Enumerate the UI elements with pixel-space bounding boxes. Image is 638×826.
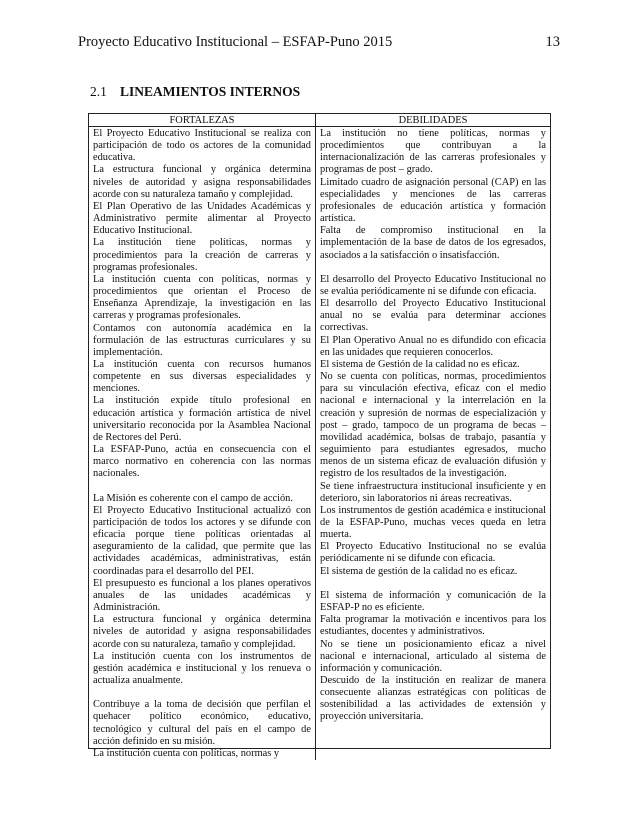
debilidad-item: No se cuenta con políticas, normas, procedimientos para su vinculación efectiva, eficaz con el medio nacional e internacional y la interrelación en la creación y supresión de normas de especialización y post – grado, tampoco de un programa de becas – movilidad académica, bolsas de trabajo, pasantía y seguimiento para estudiantes egresados, mucho menos de un sistema eficaz de evaluación difusión y registro de los resultados de la investigación. [320,371,546,480]
strengths-weaknesses-table [88,113,551,759]
document-title: Proyecto Educativo Institucional – ESFAP-Puno 2015 [78,34,393,50]
fortalezas-column [89,127,316,760]
fortaleza-item: La estructura funcional y orgánica determina niveles de autoridad y asigna responsabilidades acorde con su naturaleza tamaño y complejidad. [93,164,311,200]
header-debilidades: DEBILIDADES [316,114,550,127]
debilidad-item: La institución no tiene políticas, normas y procedimientos que contribuyan a la internacionalización de las carreras profesionales y programas de post – grado. [320,128,546,176]
debilidades-column [316,127,550,760]
section-number: 2.1 [90,84,107,99]
fortaleza-item: La ESFAP-Puno, actúa en consecuencia con el marco normativo en coherencia con las normas nacionales. [93,444,311,480]
debilidad-item: El sistema de gestión de la calidad no es eficaz. [320,565,518,577]
fortaleza-item: La institución cuenta con los instrumentos de gestión académica e institucional y los renueva o actualiza anualmente. [93,650,311,687]
section-heading [90,84,300,100]
debilidad-item: El desarrollo del Proyecto Educativo Institucional no se evalúa periódicamente ni se difunde con eficacia. [320,273,546,298]
debilidad-item: No se tiene un posicionamiento eficaz a nivel nacional e internacional, articulado al sistema de información y comunicación. [320,638,546,674]
debilidad-item: Falta programar la motivación e incentivos para los estudiantes, docentes y administrativos. [320,614,546,638]
page-number: 13 [545,34,560,50]
debilidad-item: El sistema de información y comunicación de la ESFAP-P no es eficiente. [320,589,546,614]
debilidad-item: El sistema de Gestión de la calidad no es eficaz. [320,358,520,370]
debilidad-item: El desarrollo del Proyecto Educativo Institucional anual no se evalúa para determinar acciones correctivas. [320,298,546,334]
fortaleza-item: La institución tiene políticas, normas y procedimientos para la creación de carreras y programas profesionales. [93,237,311,273]
debilidad-item: Falta de compromiso institucional en la implementación de la base de datos de los egresados, asociados a la satisfacción o insatisfacción. [320,225,546,261]
fortaleza-item: La institución cuenta con recursos humanos competente en sus diversas especialidades y menciones. [93,358,311,395]
fortaleza-item: La institución expide título profesional en educación artística y formación artística de nivel universitario reconocida por la Asamblea Nacional de Rectores del Perú. [93,395,311,443]
debilidad-item: El Proyecto Educativo Institucional no se evalúa periódicamente ni se difunde con eficacia. [320,541,546,565]
section-title: LINEAMIENTOS INTERNOS [120,84,301,99]
fortaleza-item: El Proyecto Educativo Institucional actualizó con participación de todos los actores y se difunde con eficacia porque tiene políticas orientadas al aseguramiento de la calidad, que permite que las actividades académicas, administrativas, están coordinadas para el desarrollo del PEI. [93,504,311,577]
page-header [78,34,560,54]
fortaleza-item: La Misión es coherente con el campo de acción. [93,492,293,504]
fortaleza-item: La institución cuenta con políticas, normas y procedimientos que orientan el Proceso de Enseñanza Aprendizaje, la investigación en las carreras y programas profesionales. [93,273,311,322]
fortaleza-item: Contamos con autonomía académica en la formulación de las estructuras curriculares y su implementación. [93,322,311,358]
debilidad-item: El Plan Operativo Anual no es difundido con eficacia en las unidades que requieren conocerlos. [320,334,546,358]
fortaleza-item: La institución cuenta con políticas, normas y [93,747,280,759]
header-fortalezas: FORTALEZAS [89,114,316,127]
fortaleza-item: La estructura funcional y orgánica determina niveles de autoridad y asigna responsabilidades acorde con su naturaleza, tamaño y complejidad. [93,614,311,650]
debilidad-item: Los instrumentos de gestión académica e institucional de la ESFAP-Puno, muchas veces queda en letra muerta. [320,504,546,541]
fortaleza-item: El Proyecto Educativo Institucional se realiza con participación de todo os actores de la comunidad educativa. [93,128,311,164]
fortaleza-item: Contribuye a la toma de decisión que perfilan el quehacer político económico, educativo, tecnológico y cultural del país en el campo de acción definido en su misión. [93,699,311,747]
debilidad-item: Descuido de la institución en realizar de manera consecuente alianzas estratégicas con políticas de sostenibilidad a las actividades de extensión y proyección universitaria. [320,675,546,723]
fortaleza-item: El Plan Operativo de las Unidades Académicas y Administrativo permite alimentar al Proyecto Educativo Institucional. [93,200,311,237]
debilidad-item: Se tiene infraestructura institucional insuficiente y en deterioro, sin laboratorios ni áreas recreativas. [320,480,546,504]
debilidad-item: Limitado cuadro de asignación personal (CAP) en las especialidades y menciones de las carreras profesionales de educación artística y formación artística. [320,176,546,225]
fortaleza-item: El presupuesto es funcional a los planes operativos anuales de las unidades académicas y Administración. [93,577,311,614]
